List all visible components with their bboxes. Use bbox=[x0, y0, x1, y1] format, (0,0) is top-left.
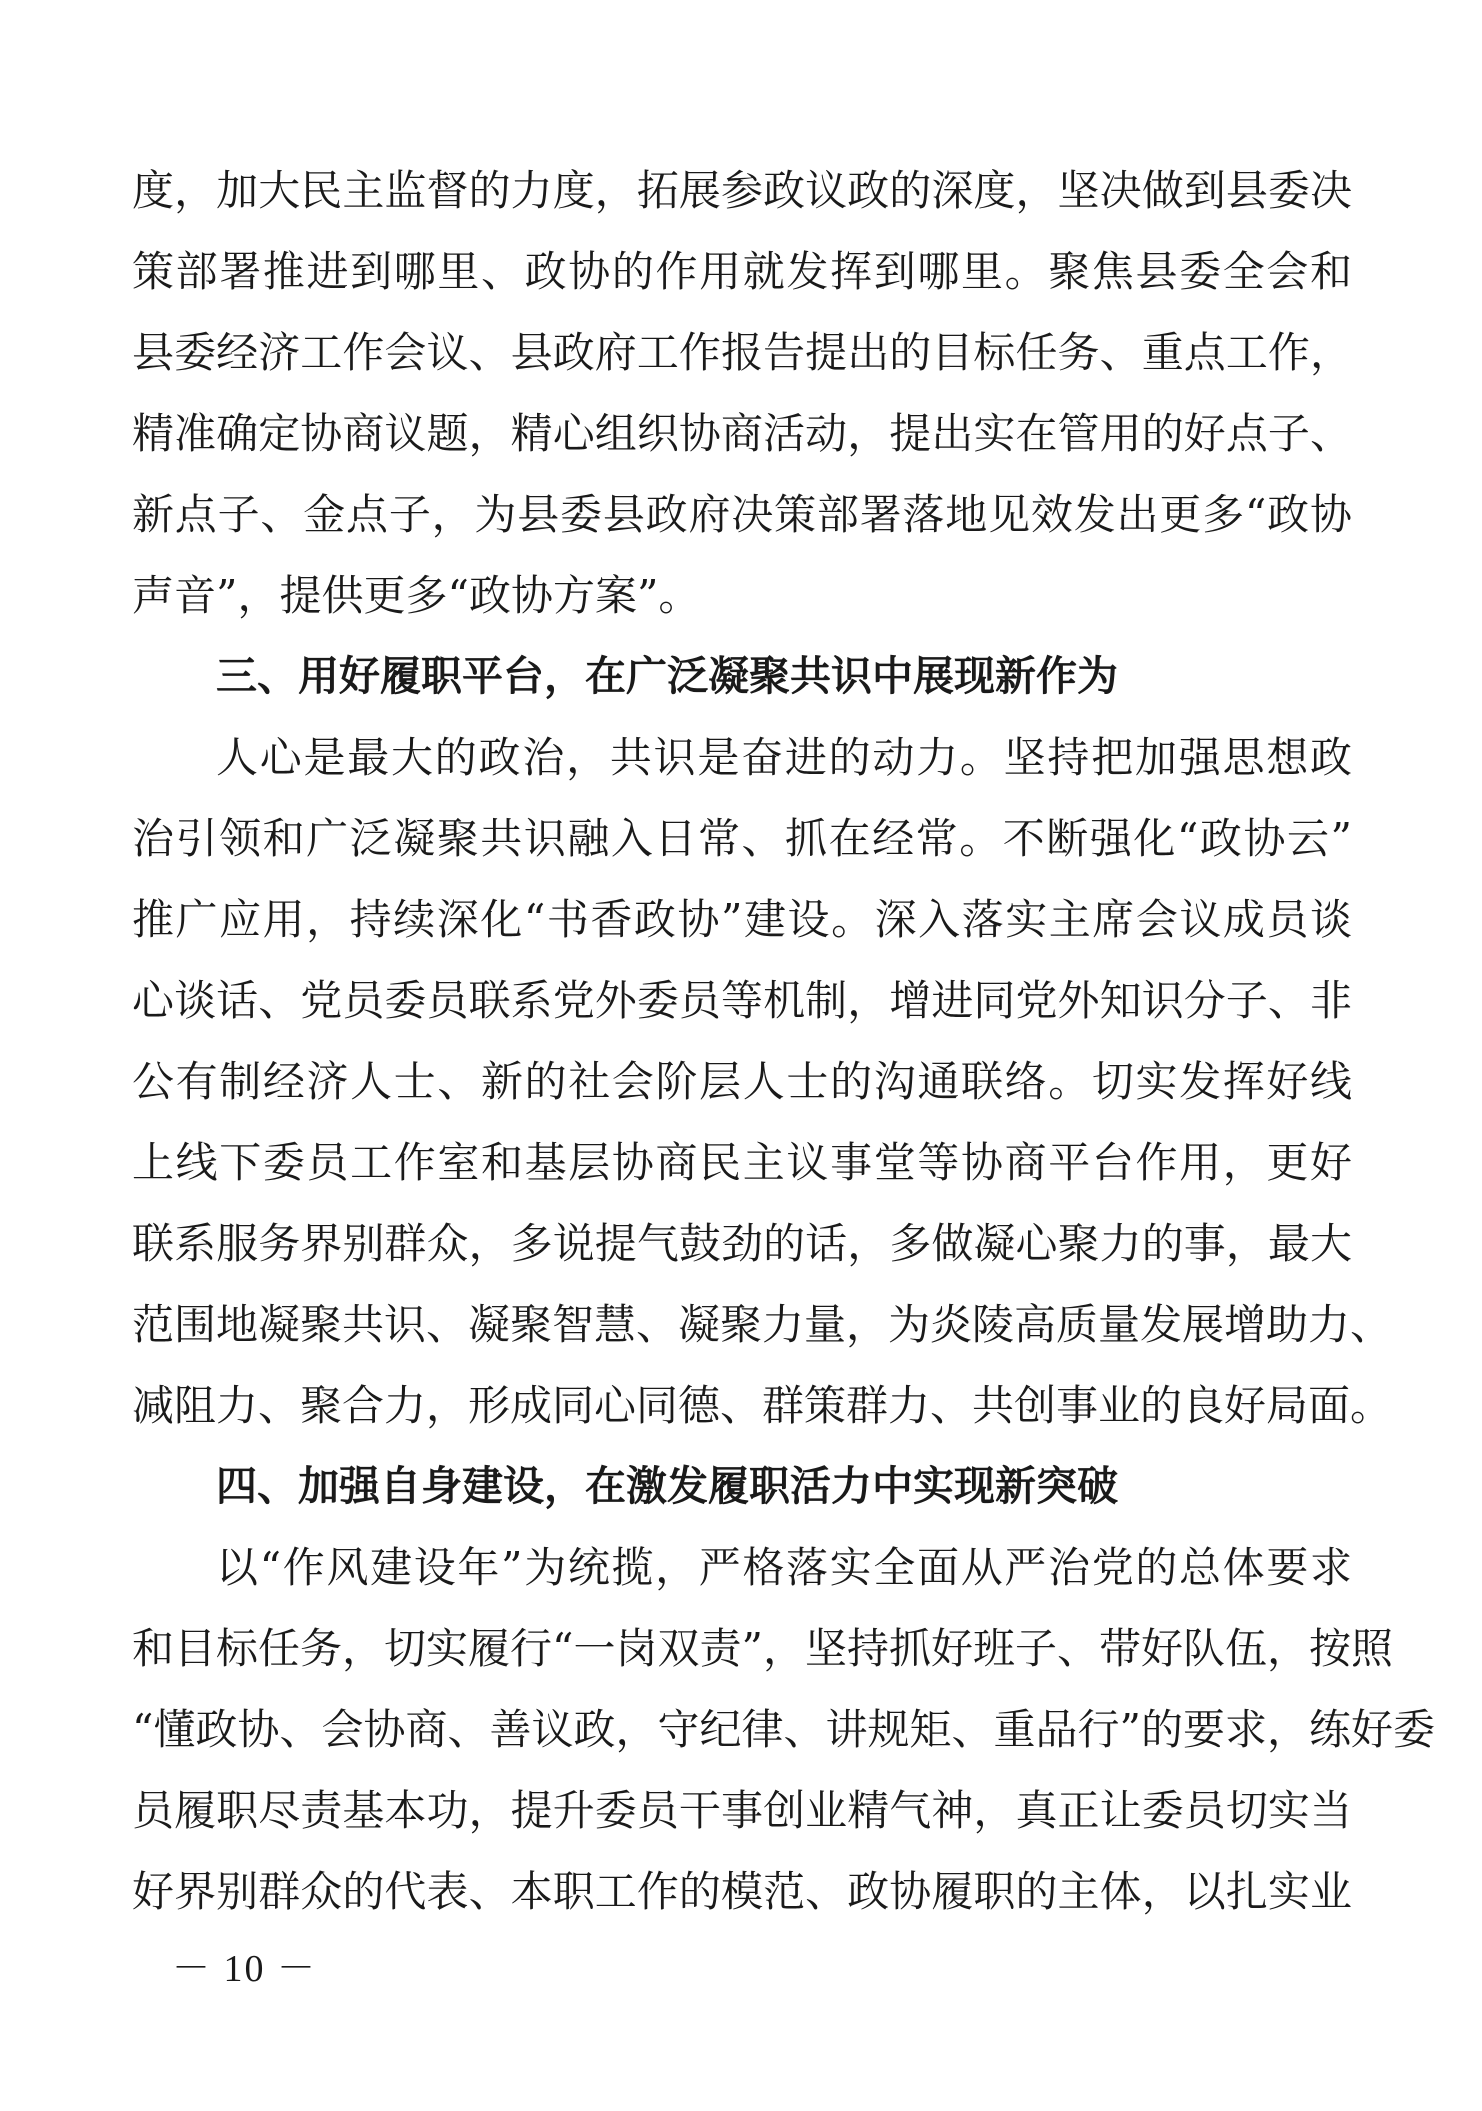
text-line: 联系服务界别群众，多说提气鼓劲的话，多做凝心聚力的事，最大 bbox=[132, 1219, 1352, 1268]
text-line: 减阻力、聚合力，形成同心同德、群策群力、共创事业的良好局面。 bbox=[132, 1381, 1393, 1430]
text-line: 心谈话、党员委员联系党外委员等机制，增进同党外知识分子、非 bbox=[132, 976, 1352, 1025]
text-line: 上线下委员工作室和基层协商民主议事堂等协商平台作用，更好 bbox=[132, 1138, 1352, 1187]
section-heading: 四、加强自身建设，在激发履职活力中实现新突破 bbox=[216, 1462, 1118, 1510]
text-line: 推广应用，持续深化“书香政协”建设。深入落实主席会议成员谈 bbox=[132, 895, 1352, 944]
document-body bbox=[132, 150, 1435, 1932]
text-line: 声音”，提供更多“政协方案”。 bbox=[132, 571, 701, 620]
text-line: 县委经济工作会议、县政府工作报告提出的目标任务、重点工作， bbox=[132, 328, 1352, 377]
text-line: 人心是最大的政治，共识是奋进的动力。坚持把加强思想政 bbox=[216, 733, 1352, 782]
text-line: 新点子、金点子，为县委县政府决策部署落地见效发出更多“政协 bbox=[132, 490, 1352, 539]
text-line: 范围地凝聚共识、凝聚智慧、凝聚力量，为炎陵高质量发展增助力、 bbox=[132, 1300, 1393, 1349]
text-line: “懂政协、会协商、善议政，守纪律、讲规矩、重品行”的要求，练好委 bbox=[132, 1705, 1435, 1754]
text-line: 员履职尽责基本功，提升委员干事创业精气神，真正让委员切实当 bbox=[132, 1786, 1352, 1835]
section-heading: 三、用好履职平台，在广泛凝聚共识中展现新作为 bbox=[216, 652, 1118, 700]
text-line: 治引领和广泛凝聚共识融入日常、抓在经常。不断强化“政协云” bbox=[132, 814, 1352, 863]
text-line: 以“作风建设年”为统揽，严格落实全面从严治党的总体要求 bbox=[216, 1543, 1352, 1592]
text-line: 好界别群众的代表、本职工作的模范、政协履职的主体，以扎实业 bbox=[132, 1867, 1352, 1916]
text-line: 公有制经济人士、新的社会阶层人士的沟通联络。切实发挥好线 bbox=[132, 1057, 1352, 1106]
text-line: 度，加大民主监督的力度，拓展参政议政的深度，坚决做到县委决 bbox=[132, 166, 1352, 215]
text-line: 精准确定协商议题，精心组织协商活动，提出实在管用的好点子、 bbox=[132, 409, 1352, 458]
page-number: － 10 － bbox=[172, 1948, 318, 1990]
text-line: 策部署推进到哪里、政协的作用就发挥到哪里。聚焦县委全会和 bbox=[132, 247, 1352, 296]
text-line: 和目标任务，切实履行“一岗双责”，坚持抓好班子、带好队伍，按照 bbox=[132, 1624, 1393, 1673]
